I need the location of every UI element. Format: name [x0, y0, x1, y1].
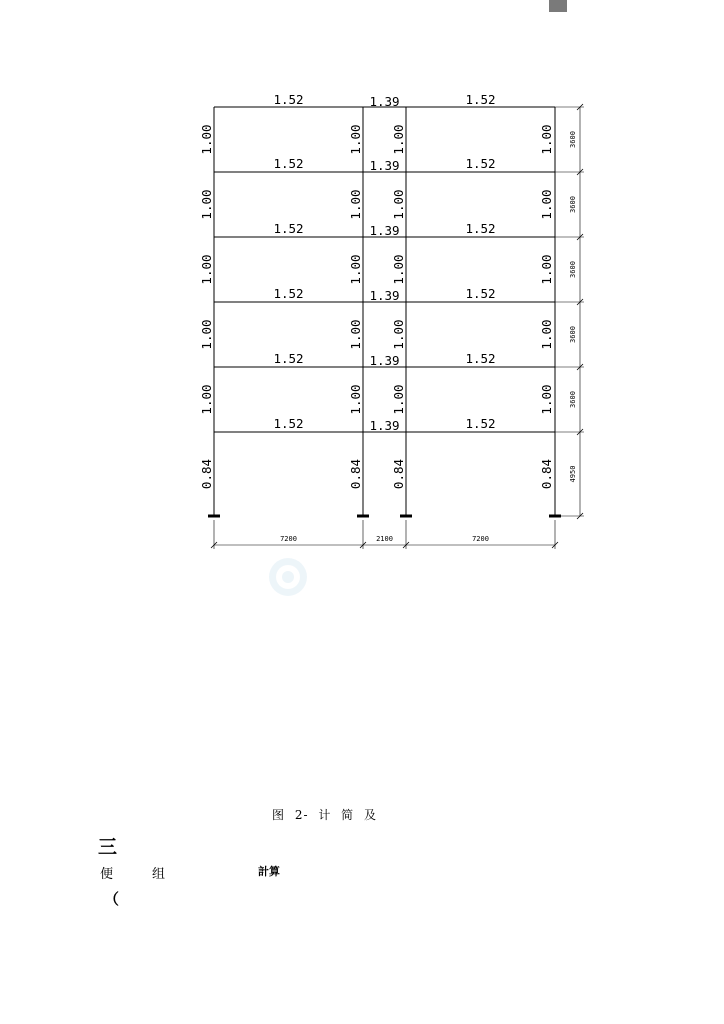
column-stiffness-story1-col2: 1.00: [348, 124, 363, 155]
body-text-fragment-1: 便: [100, 867, 114, 882]
beam-stiffness-right-1: 1.52: [465, 92, 496, 107]
column-stiffness-story4-col4: 1.00: [539, 319, 554, 350]
beam-stiffness-left-2: 1.52: [273, 156, 304, 171]
column-stiffness-story2-col1: 1.00: [199, 189, 214, 220]
bay-width-3: 7200: [472, 535, 489, 543]
frame-labels: [199, 92, 577, 543]
beam-stiffness-right-4: 1.52: [465, 286, 496, 301]
beam-stiffness-left-4: 1.52: [273, 286, 304, 301]
bay-width-2: 2100: [376, 535, 393, 543]
beam-stiffness-right-6: 1.52: [465, 416, 496, 431]
column-stiffness-story6-col3: 0.84: [391, 458, 406, 490]
section-heading: 三: [98, 836, 118, 858]
bay-width-1: 7200: [280, 535, 297, 543]
beam-stiffness-left-5: 1.52: [273, 351, 304, 366]
column-stiffness-story4-col1: 1.00: [199, 319, 214, 350]
column-stiffness-story5-col1: 1.00: [199, 384, 214, 415]
beam-stiffness-middle-1: 1.39: [369, 94, 400, 109]
column-stiffness-story3-col3: 1.00: [391, 254, 406, 285]
column-stiffness-story1-col1: 1.00: [199, 124, 214, 155]
story-height-5: 3600: [569, 391, 577, 408]
column-stiffness-story4-col2: 1.00: [348, 319, 363, 350]
column-stiffness-story2-col2: 1.00: [348, 189, 363, 220]
column-stiffness-story5-col2: 1.00: [348, 384, 363, 415]
beam-stiffness-middle-6: 1.39: [369, 418, 400, 433]
beam-stiffness-middle-5: 1.39: [369, 353, 400, 368]
beam-stiffness-middle-3: 1.39: [369, 223, 400, 238]
beam-stiffness-right-2: 1.52: [465, 156, 496, 171]
story-height-2: 3600: [569, 196, 577, 213]
body-text-fragment-bold: 計算: [258, 865, 280, 878]
story-height-4: 3600: [569, 326, 577, 343]
beam-stiffness-right-5: 1.52: [465, 351, 496, 366]
column-stiffness-story1-col4: 1.00: [539, 124, 554, 155]
beam-stiffness-left-1: 1.52: [273, 92, 304, 107]
column-stiffness-story4-col3: 1.00: [391, 319, 406, 350]
column-stiffness-story2-col3: 1.00: [391, 189, 406, 220]
beam-stiffness-left-6: 1.52: [273, 416, 304, 431]
body-text-fragment-2: 组: [152, 867, 166, 882]
story-height-6: 4950: [569, 465, 577, 483]
column-stiffness-story6-col4: 0.84: [539, 458, 554, 490]
figure-caption: 图 2- 计 简 及: [272, 808, 377, 822]
column-stiffness-story2-col4: 1.00: [539, 189, 554, 220]
beam-stiffness-middle-4: 1.39: [369, 288, 400, 303]
story-height-3: 3600: [569, 261, 577, 278]
watermark-logo: [269, 558, 307, 596]
column-stiffness-story5-col3: 1.00: [391, 384, 406, 415]
beam-stiffness-left-3: 1.52: [273, 221, 304, 236]
column-stiffness-story6-col2: 0.84: [348, 458, 363, 490]
column-stiffness-story3-col4: 1.00: [539, 254, 554, 285]
column-stiffness-story6-col1: 0.84: [199, 458, 214, 490]
story-height-1: 3600: [569, 131, 577, 148]
column-stiffness-story3-col1: 1.00: [199, 254, 214, 285]
column-stiffness-story5-col4: 1.00: [539, 384, 554, 415]
beam-stiffness-right-3: 1.52: [465, 221, 496, 236]
beam-stiffness-middle-2: 1.39: [369, 158, 400, 173]
column-stiffness-story3-col2: 1.00: [348, 254, 363, 285]
column-stiffness-story1-col3: 1.00: [391, 124, 406, 155]
open-parenthesis: （: [104, 890, 120, 908]
